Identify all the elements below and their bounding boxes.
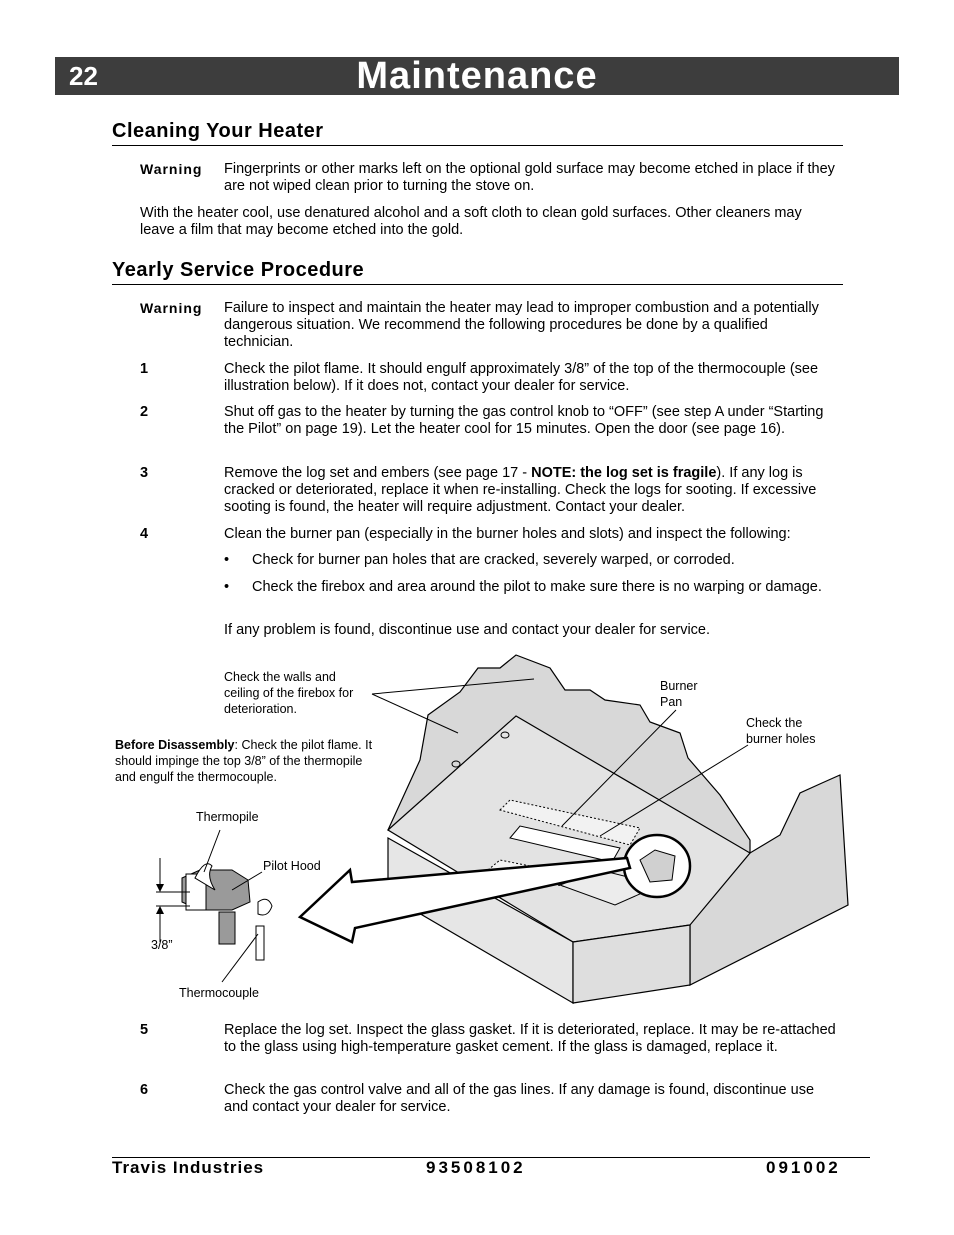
bullet-symbol: • bbox=[224, 579, 230, 595]
arrow-down-icon bbox=[156, 884, 164, 892]
step-number: 4 bbox=[140, 526, 149, 542]
step-text: Check the pilot flame. It should engulf approximately 3/8” of the top of the thermocouple (see illustration below). If it does not, contact your dealer for service. bbox=[224, 361, 819, 394]
bullet-symbol: • bbox=[224, 552, 230, 568]
page-title: Maintenance bbox=[356, 55, 598, 97]
step-6 bbox=[140, 1082, 840, 1116]
bullet-text: Check for burner pan holes that are cracked, severely warped, or corroded. bbox=[252, 552, 735, 568]
thermocouple-lead bbox=[219, 912, 235, 944]
step-text: Check the gas control valve and all of the gas lines. If any damage is found, discontinue use and contact your dealer for service. bbox=[224, 1082, 815, 1115]
arrow-up-icon bbox=[156, 906, 164, 914]
problem-note: If any problem is found, discontinue use and contact your dealer for service. bbox=[224, 622, 711, 638]
step-number: 6 bbox=[140, 1082, 149, 1098]
pilot-hood-label: Pilot Hood bbox=[263, 859, 321, 873]
cleaning-section-title: Cleaning Your Heater bbox=[112, 120, 843, 146]
warning-text: Failure to inspect and maintain the heater may lead to improper combustion and a potentially dangerous situation. We recommend the following procedures be done by a qualified technician. bbox=[224, 300, 819, 350]
before-disassembly-note bbox=[115, 737, 380, 785]
step-number: 1 bbox=[140, 361, 149, 377]
cleaning-body: With the heater cool, use denatured alcohol and a soft cloth to clean gold surfaces. Other cleaners may leave a film that may become etched into the gold. bbox=[140, 205, 802, 238]
footer-part-number: 93508102 bbox=[426, 1158, 526, 1177]
thermopile-label: Thermopile bbox=[196, 810, 259, 824]
warning-text: Fingerprints or other marks left on the optional gold surface may become etched in place if they are not wiped clean prior to turning the stove on. bbox=[224, 161, 835, 194]
step-text: Replace the log set. Inspect the glass gasket. If it is deteriorated, replace. It may be re-attached to the glass using high-temperature gasket cement. If the glass is damaged, replace it. bbox=[224, 1022, 836, 1055]
footer-date-code: 091002 bbox=[766, 1158, 841, 1177]
pilot-tip bbox=[258, 899, 272, 915]
step-5 bbox=[140, 1022, 840, 1056]
page-number: 22 bbox=[69, 61, 98, 91]
step-number: 2 bbox=[140, 404, 149, 420]
walls-label: Check the walls and ceiling of the firebox for deterioration. bbox=[224, 670, 354, 716]
bullet-text: Check the firebox and area around the pilot to make sure there is no warping or damage. bbox=[252, 579, 822, 595]
before-disassembly-label: Before Disassembly bbox=[115, 738, 235, 752]
warning-label: Warning bbox=[140, 161, 203, 177]
burner-holes-label: Check the burner holes bbox=[746, 716, 816, 746]
thermocouple-tube bbox=[256, 926, 264, 960]
thermocouple-label: Thermocouple bbox=[179, 986, 259, 1000]
step-text: Shut off gas to the heater by turning the gas control knob to “OFF” (see step A under “Starting the Pilot” on page 19). Let the heater cool for 15 minutes. Open the door (see page 16). bbox=[224, 404, 824, 437]
fragile-note: NOTE: the log set is fragile bbox=[531, 465, 717, 481]
yearly-section-title: Yearly Service Procedure bbox=[112, 259, 843, 285]
footer-company: Travis Industries bbox=[112, 1158, 265, 1177]
step-text: Clean the burner pan (especially in the burner holes and slots) and inspect the following: bbox=[224, 526, 791, 542]
warning-label: Warning bbox=[140, 300, 203, 316]
step-text-part: ). If any log is cracked or deteriorated, replace it when re-installing. Check the logs for sooting. If excessive sooting is found, the heater will require adjustment. Contact your dealer. bbox=[224, 465, 817, 515]
before-disassembly-text: : Check the pilot flame. It should impinge the top 3/8” of the thermopile and engulf the thermocouple. bbox=[115, 738, 373, 784]
step-number: 5 bbox=[140, 1022, 149, 1038]
measure-label: 3/8” bbox=[151, 938, 173, 952]
step-text-part: Remove the log set and embers (see page 17 - bbox=[224, 465, 532, 481]
step-number: 3 bbox=[140, 465, 149, 481]
burner-pan-label: Burner Pan bbox=[660, 679, 698, 709]
